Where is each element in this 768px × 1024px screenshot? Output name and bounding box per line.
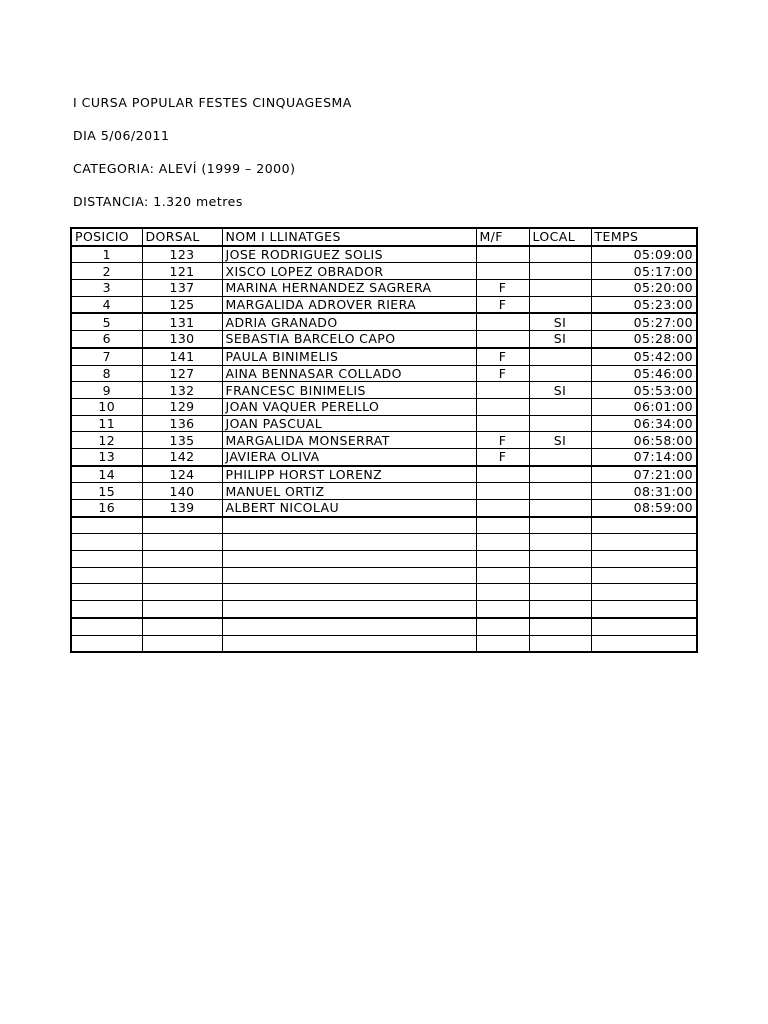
gender-cell [476, 313, 529, 330]
gender-cell [476, 534, 529, 551]
table-row [71, 246, 697, 263]
gender-cell [476, 331, 529, 348]
time-cell: 05:20:00 [591, 280, 697, 297]
local-cell [529, 296, 591, 313]
name-cell [222, 551, 476, 568]
time-cell: 05:46:00 [591, 365, 697, 382]
dorsal-cell: 137 [142, 280, 222, 297]
position-cell [71, 601, 142, 618]
name-cell [222, 517, 476, 534]
name-cell: MANUEL ORTIZ [222, 483, 476, 500]
position-cell: 14 [71, 466, 142, 483]
gender-cell [476, 567, 529, 584]
gender-cell [476, 551, 529, 568]
position-cell: 4 [71, 296, 142, 313]
time-cell: 08:31:00 [591, 483, 697, 500]
time-cell: 06:34:00 [591, 415, 697, 432]
name-cell: ALBERT NICOLAU [222, 500, 476, 517]
position-cell [71, 517, 142, 534]
local-cell: SI [529, 313, 591, 330]
position-cell: 16 [71, 500, 142, 517]
position-cell [71, 618, 142, 635]
time-cell [591, 567, 697, 584]
table-row [71, 415, 697, 432]
local-cell [529, 348, 591, 365]
race-distance: DISTANCIA: 1.320 metres [73, 194, 243, 209]
local-cell [529, 517, 591, 534]
table-row [71, 263, 697, 280]
table-row [71, 398, 697, 415]
position-cell: 6 [71, 331, 142, 348]
local-cell [529, 466, 591, 483]
gender-cell [476, 584, 529, 601]
name-cell: JAVIERA OLIVA [222, 448, 476, 465]
name-cell: MARINA HERNANDEZ SAGRERA [222, 280, 476, 297]
time-cell: 05:09:00 [591, 246, 697, 263]
gender-cell [476, 415, 529, 432]
table-row [71, 635, 697, 652]
time-cell [591, 534, 697, 551]
header-posicio: POSICIO [71, 228, 142, 246]
gender-cell: F [476, 448, 529, 465]
dorsal-cell: 127 [142, 365, 222, 382]
name-cell [222, 635, 476, 652]
header-row [71, 228, 697, 246]
position-cell: 3 [71, 280, 142, 297]
position-cell [71, 551, 142, 568]
position-cell: 10 [71, 398, 142, 415]
local-cell [529, 534, 591, 551]
gender-cell [476, 618, 529, 635]
table-row [71, 517, 697, 534]
position-cell: 7 [71, 348, 142, 365]
dorsal-cell: 141 [142, 348, 222, 365]
time-cell: 05:42:00 [591, 348, 697, 365]
position-cell [71, 635, 142, 652]
dorsal-cell: 135 [142, 432, 222, 449]
table-row [71, 280, 697, 297]
name-cell: FRANCESC BINIMELIS [222, 382, 476, 399]
name-cell [222, 567, 476, 584]
race-category: CATEGORIA: ALEVÍ (1999 – 2000) [73, 161, 296, 176]
time-cell: 07:21:00 [591, 466, 697, 483]
gender-cell [476, 466, 529, 483]
position-cell [71, 534, 142, 551]
local-cell [529, 635, 591, 652]
time-cell: 05:23:00 [591, 296, 697, 313]
dorsal-cell [142, 618, 222, 635]
gender-cell [476, 398, 529, 415]
dorsal-cell: 123 [142, 246, 222, 263]
dorsal-cell [142, 517, 222, 534]
table-row [71, 567, 697, 584]
dorsal-cell [142, 584, 222, 601]
time-cell: 06:01:00 [591, 398, 697, 415]
gender-cell [476, 517, 529, 534]
position-cell: 5 [71, 313, 142, 330]
table-row [71, 313, 697, 330]
local-cell: SI [529, 432, 591, 449]
name-cell: JOAN PASCUAL [222, 415, 476, 432]
table-row [71, 500, 697, 517]
name-cell [222, 601, 476, 618]
time-cell: 05:27:00 [591, 313, 697, 330]
table-row [71, 348, 697, 365]
local-cell [529, 365, 591, 382]
table-row [71, 382, 697, 399]
document-title: I CURSA POPULAR FESTES CINQUAGESMA [73, 95, 352, 110]
gender-cell [476, 246, 529, 263]
table-row [71, 296, 697, 313]
local-cell [529, 584, 591, 601]
local-cell [529, 500, 591, 517]
dorsal-cell [142, 567, 222, 584]
local-cell [529, 280, 591, 297]
table-row [71, 365, 697, 382]
local-cell [529, 567, 591, 584]
name-cell: MARGALIDA MONSERRAT [222, 432, 476, 449]
name-cell: JOAN VAQUER PERELLO [222, 398, 476, 415]
gender-cell: F [476, 280, 529, 297]
dorsal-cell [142, 551, 222, 568]
local-cell [529, 246, 591, 263]
time-cell: 05:53:00 [591, 382, 697, 399]
position-cell [71, 567, 142, 584]
name-cell: JOSE RODRIGUEZ SOLIS [222, 246, 476, 263]
name-cell: AINA BENNASAR COLLADO [222, 365, 476, 382]
gender-cell [476, 601, 529, 618]
position-cell [71, 584, 142, 601]
dorsal-cell: 142 [142, 448, 222, 465]
position-cell: 2 [71, 263, 142, 280]
header-name: NOM I LLINATGES [222, 228, 476, 246]
time-cell [591, 601, 697, 618]
name-cell: MARGALIDA ADROVER RIERA [222, 296, 476, 313]
table-row [71, 534, 697, 551]
dorsal-cell: 129 [142, 398, 222, 415]
table-row [71, 483, 697, 500]
name-cell [222, 584, 476, 601]
time-cell: 07:14:00 [591, 448, 697, 465]
gender-cell [476, 382, 529, 399]
gender-cell [476, 483, 529, 500]
time-cell: 05:28:00 [591, 331, 697, 348]
dorsal-cell: 136 [142, 415, 222, 432]
local-cell: SI [529, 331, 591, 348]
table-row [71, 331, 697, 348]
time-cell: 05:17:00 [591, 263, 697, 280]
time-cell [591, 517, 697, 534]
gender-cell [476, 500, 529, 517]
dorsal-cell: 132 [142, 382, 222, 399]
dorsal-cell [142, 601, 222, 618]
dorsal-cell: 140 [142, 483, 222, 500]
local-cell: SI [529, 382, 591, 399]
dorsal-cell: 130 [142, 331, 222, 348]
gender-cell: F [476, 348, 529, 365]
local-cell [529, 551, 591, 568]
gender-cell: F [476, 365, 529, 382]
time-cell: 06:58:00 [591, 432, 697, 449]
table-row [71, 448, 697, 465]
position-cell: 13 [71, 448, 142, 465]
gender-cell [476, 263, 529, 280]
name-cell: PHILIPP HORST LORENZ [222, 466, 476, 483]
local-cell [529, 448, 591, 465]
dorsal-cell: 125 [142, 296, 222, 313]
dorsal-cell: 124 [142, 466, 222, 483]
time-cell [591, 635, 697, 652]
time-cell [591, 618, 697, 635]
local-cell [529, 483, 591, 500]
time-cell [591, 584, 697, 601]
dorsal-cell: 139 [142, 500, 222, 517]
local-cell [529, 601, 591, 618]
table-row [71, 601, 697, 618]
position-cell: 1 [71, 246, 142, 263]
dorsal-cell [142, 635, 222, 652]
race-date: DIA 5/06/2011 [73, 128, 170, 143]
header-temps: TEMPS [591, 228, 697, 246]
name-cell [222, 618, 476, 635]
local-cell [529, 398, 591, 415]
local-cell [529, 618, 591, 635]
gender-cell [476, 635, 529, 652]
table-row [71, 584, 697, 601]
position-cell: 15 [71, 483, 142, 500]
dorsal-cell: 131 [142, 313, 222, 330]
position-cell: 11 [71, 415, 142, 432]
results-table [70, 227, 698, 653]
gender-cell: F [476, 296, 529, 313]
header-mf: M/F [476, 228, 529, 246]
table-row [71, 466, 697, 483]
position-cell: 9 [71, 382, 142, 399]
local-cell [529, 415, 591, 432]
name-cell: ADRIA GRANADO [222, 313, 476, 330]
dorsal-cell: 121 [142, 263, 222, 280]
dorsal-cell [142, 534, 222, 551]
time-cell: 08:59:00 [591, 500, 697, 517]
header-local: LOCAL [529, 228, 591, 246]
position-cell: 8 [71, 365, 142, 382]
time-cell [591, 551, 697, 568]
local-cell [529, 263, 591, 280]
name-cell: XISCO LOPEZ OBRADOR [222, 263, 476, 280]
name-cell: SEBASTIA BARCELO CAPO [222, 331, 476, 348]
table-row [71, 618, 697, 635]
gender-cell: F [476, 432, 529, 449]
name-cell: PAULA BINIMELIS [222, 348, 476, 365]
position-cell: 12 [71, 432, 142, 449]
header-dorsal: DORSAL [142, 228, 222, 246]
table-row [71, 551, 697, 568]
table-row [71, 432, 697, 449]
name-cell [222, 534, 476, 551]
results-body [71, 246, 697, 653]
